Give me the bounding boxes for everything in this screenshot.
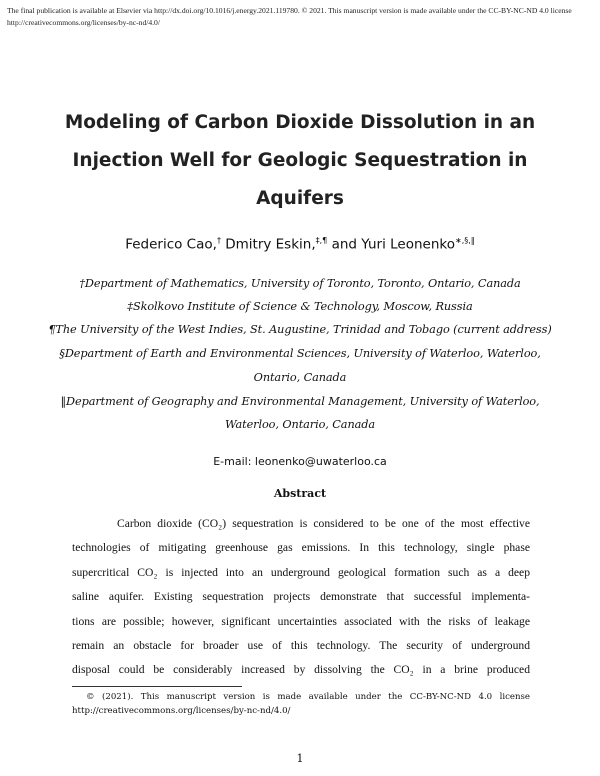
affiliation: Ontario, Canada [253,371,347,384]
affiliation: §Department of Earth and Environmental Sciences, University of Waterloo, Waterloo, [59,347,541,360]
footnote-line-2: http://creativecommons.org/licenses/by-nc-nd/4.0/ [72,706,291,716]
affiliation: Waterloo, Ontario, Canada [224,418,376,431]
affiliation: †Department of Mathematics, University of Toronto, Toronto, Ontario, Canada [79,277,521,290]
author-marks: † [216,236,221,245]
title-line-1: Modeling of Carbon Dioxide Dissolution in an [64,112,536,133]
abstract-line: technologies of mitigating greenhouse gas emissions. In this technology, single phase [72,541,530,554]
affiliation: ¶The University of the West Indies, St. Augustine, Trinidad and Tobago (current address) [48,323,552,336]
authors [0,236,600,253]
header-notice-line-2: http://creativecommons.org/licenses/by-nc-nd/4.0/ [7,18,160,27]
title-line-3: Aquifers [256,188,344,209]
author-name: Dmitry Eskin, [225,236,316,253]
author-name: and Yuri Leonenko [331,236,455,253]
header-notice-line-1: The final publication is available at Elsevier via http://dx.doi.org/10.1016/j.energy.2021.119780. © 2021. This manuscript version is made available under the CC-BY-NC-ND 4.0 license [7,6,572,15]
affiliation: ‖Department of Geography and Environmental Management, University of Waterloo, [60,395,540,408]
abstract-heading: Abstract [273,487,327,500]
email: E-mail: leonenko@uwaterloo.ca [213,455,387,468]
footnote-rule [72,686,242,687]
abstract-line: remain an obstacle for broader use of this technology. The security of underground [72,639,530,652]
abstract-line: Carbon dioxide (CO₂) sequestration is considered to be one of the most effective [117,517,530,530]
abstract-line: tions are possible; however, significant uncertainties associated with the risks of leakage [72,615,530,628]
title-line-2: Injection Well for Geologic Sequestration in [72,150,528,171]
affiliation: ‡Skolkovo Institute of Science & Technology, Moscow, Russia [127,300,473,313]
abstract-line: disposal could be considerably increased by dissolving the CO₂ in a brine produced [72,663,530,676]
footnote-line-1: © (2021). This manuscript version is made available under the CC-BY-NC-ND 4.0 license [86,692,530,702]
abstract-line: saline aquifer. Existing sequestration projects demonstrate that successful implementa- [72,590,530,603]
author-name: Federico Cao, [125,236,217,253]
abstract-line: supercritical CO₂ is injected into an underground geological formation such as a deep [72,566,530,579]
author-marks: ∗,§,‖ [454,236,475,245]
page-number: 1 [296,752,304,765]
author-marks: ‡,¶ [315,236,328,245]
